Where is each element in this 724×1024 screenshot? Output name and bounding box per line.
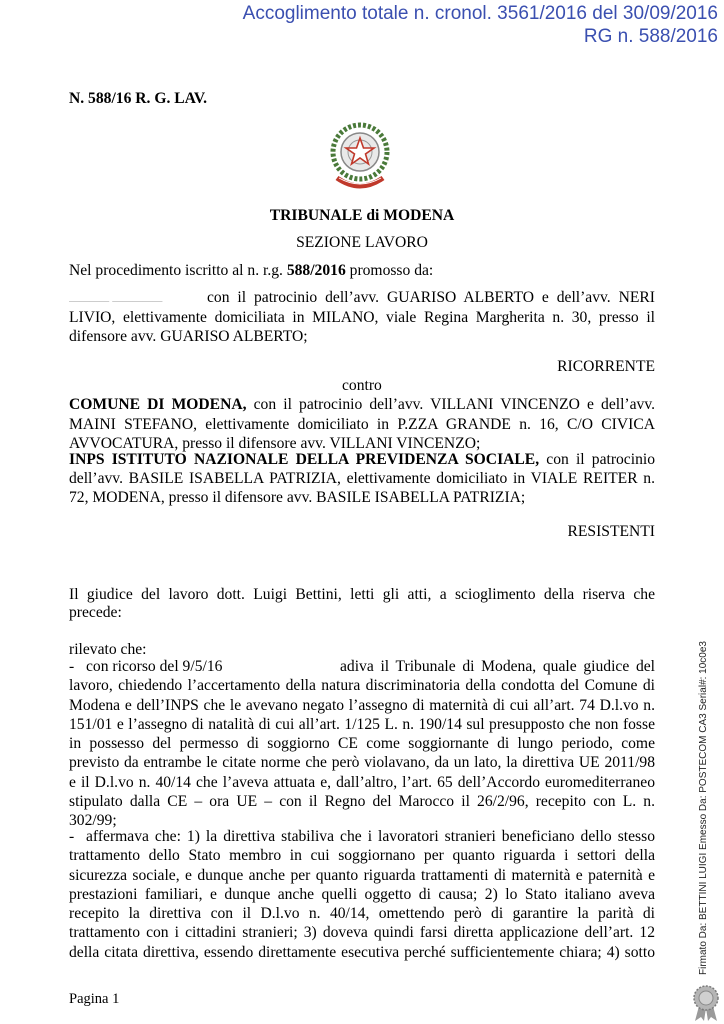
resistenti-label: RESISTENTI bbox=[567, 523, 655, 540]
recital-2-line-7: della citata direttiva, essendo direttamente esecutiva perché sufficientemente chiara; 4) sotto bbox=[69, 944, 655, 961]
inps-line-1: INPS ISTITUTO NAZIONALE DELLA PREVIDENZA SOCIALE, con il patrocinio bbox=[69, 451, 655, 468]
rosette-seal-icon bbox=[690, 984, 722, 1022]
comune-line-1: COMUNE DI MODENA, con il patrocinio dell’avv. VILLANI VINCENZO e dell’avv. bbox=[69, 396, 655, 413]
digital-signature-text: Firmato Da: BETTINI LUIGI Emesso Da: POSTECOM CA3 Serial#: 10c0e3 bbox=[698, 641, 709, 975]
recital-1-line-8: stipulato dalla CE – ora UE – con il Regno del Marocco il 26/2/96, recepito con L. n. bbox=[69, 793, 655, 810]
recital-2-line-6: trattamento con i cittadini stranieri; 3) doveva quindi farsi diretta applicazione dell’art. 12 bbox=[69, 924, 655, 941]
case-reference: N. 588/16 R. G. LAV. bbox=[69, 90, 208, 107]
italian-republic-emblem-icon bbox=[325, 116, 395, 196]
judge-line-2: precede: bbox=[69, 604, 122, 621]
ricorrente-label: RICORRENTE bbox=[557, 358, 655, 375]
recital-1-line-6: previsto da entrambe le citate norme che però violavano, da un lato, la direttiva UE 2011/98 bbox=[69, 754, 655, 771]
contro-label: contro bbox=[342, 377, 382, 394]
inps-line-3: 72, MODENA, presso il difensore avv. BASILE ISABELLA PATRIZIA; bbox=[69, 489, 526, 506]
inps-line-2: dell’avv. BASILE ISABELLA PATRIZIA, elettivamente domiciliato in VIALE REITER n. bbox=[69, 470, 655, 487]
registry-stamp-line2: RG n. 588/2016 bbox=[583, 26, 718, 47]
comune-line-3: AVVOCATURA, presso il difensore avv. VILLANI VINCENZO; bbox=[69, 435, 481, 452]
rilevato-heading: rilevato che: bbox=[69, 641, 147, 658]
recital-2-line-5: recepito la direttiva con il D.l.vo n. 40/14, omettendo però di garantire la parità di bbox=[69, 905, 655, 922]
page-number: Pagina 1 bbox=[69, 991, 120, 1007]
comune-line-2: MAINI STEFANO, elettivamente domiciliato in P.ZZA GRANDE n. 16, C/O CIVICA bbox=[69, 416, 655, 433]
recital-1-line-5: in possesso del permesso di soggiorno CE come soggiornante di lungo periodo, come bbox=[69, 735, 655, 752]
plaintiff-line-2: LIVIO, elettivamente domiciliata in MILANO, viale Regina Margherita n. 30, presso il bbox=[69, 309, 655, 326]
court-title: TRIBUNALE di MODENA bbox=[269, 207, 455, 224]
recital-1-line-3: Modena e dell’INPS che le avevano negato l’assegno di maternità di cui all’art. 74 D.l.vo n. bbox=[69, 697, 655, 714]
list-dash: - bbox=[69, 828, 75, 845]
recital-2-line-3: sicurezza sociale, e dunque anche per quanto riguarda trattamenti di maternità e paternità e bbox=[69, 867, 655, 884]
recital-2-line-2: trattamento dello Stato membro in cui soggiornano per quanto riguarda i settori della bbox=[69, 847, 655, 864]
proceeding-intro: Nel procedimento iscritto al n. r.g. 588/2016 promosso da: bbox=[69, 262, 434, 279]
plaintiff-line-3: difensore avv. GUARISO ALBERTO; bbox=[69, 328, 308, 345]
redacted-name: ▁▁▁▁ ▁▁▁▁▁ bbox=[69, 288, 163, 302]
registry-stamp-line1: Accoglimento totale n. cronol. 3561/2016 del 30/09/2016 bbox=[242, 3, 718, 24]
recital-1-line-2: lavoro, chiedendo l’accertamento della natura discriminatoria della condotta del Comune di bbox=[69, 677, 655, 694]
recital-1-line-9: 302/99; bbox=[69, 812, 117, 829]
plaintiff-line-1: con il patrocinio dell’avv. GUARISO ALBERTO e dell’avv. NERI bbox=[207, 289, 655, 306]
recital-2-line-4: prestazioni familiari, e dunque anche quelli oggetto di causa; 2) lo Stato italiano aveva bbox=[69, 886, 655, 903]
recital-1-line-7: e il D.l.vo n. 40/14 che l’aveva attuata e, dall’altro, l’art. 65 dell’Accordo euromediterraneo bbox=[69, 774, 655, 791]
list-dash: - bbox=[69, 658, 75, 675]
recital-1-line-4: 151/01 e l’assegno di natalità di cui all’art. 1/125 L. n. 190/14 sul presupposto che non fosse bbox=[69, 716, 655, 733]
judge-line-1: Il giudice del lavoro dott. Luigi Bettini, letti gli atti, a scioglimento della riserva che bbox=[69, 586, 655, 603]
court-section: SEZIONE LAVORO bbox=[296, 234, 428, 251]
